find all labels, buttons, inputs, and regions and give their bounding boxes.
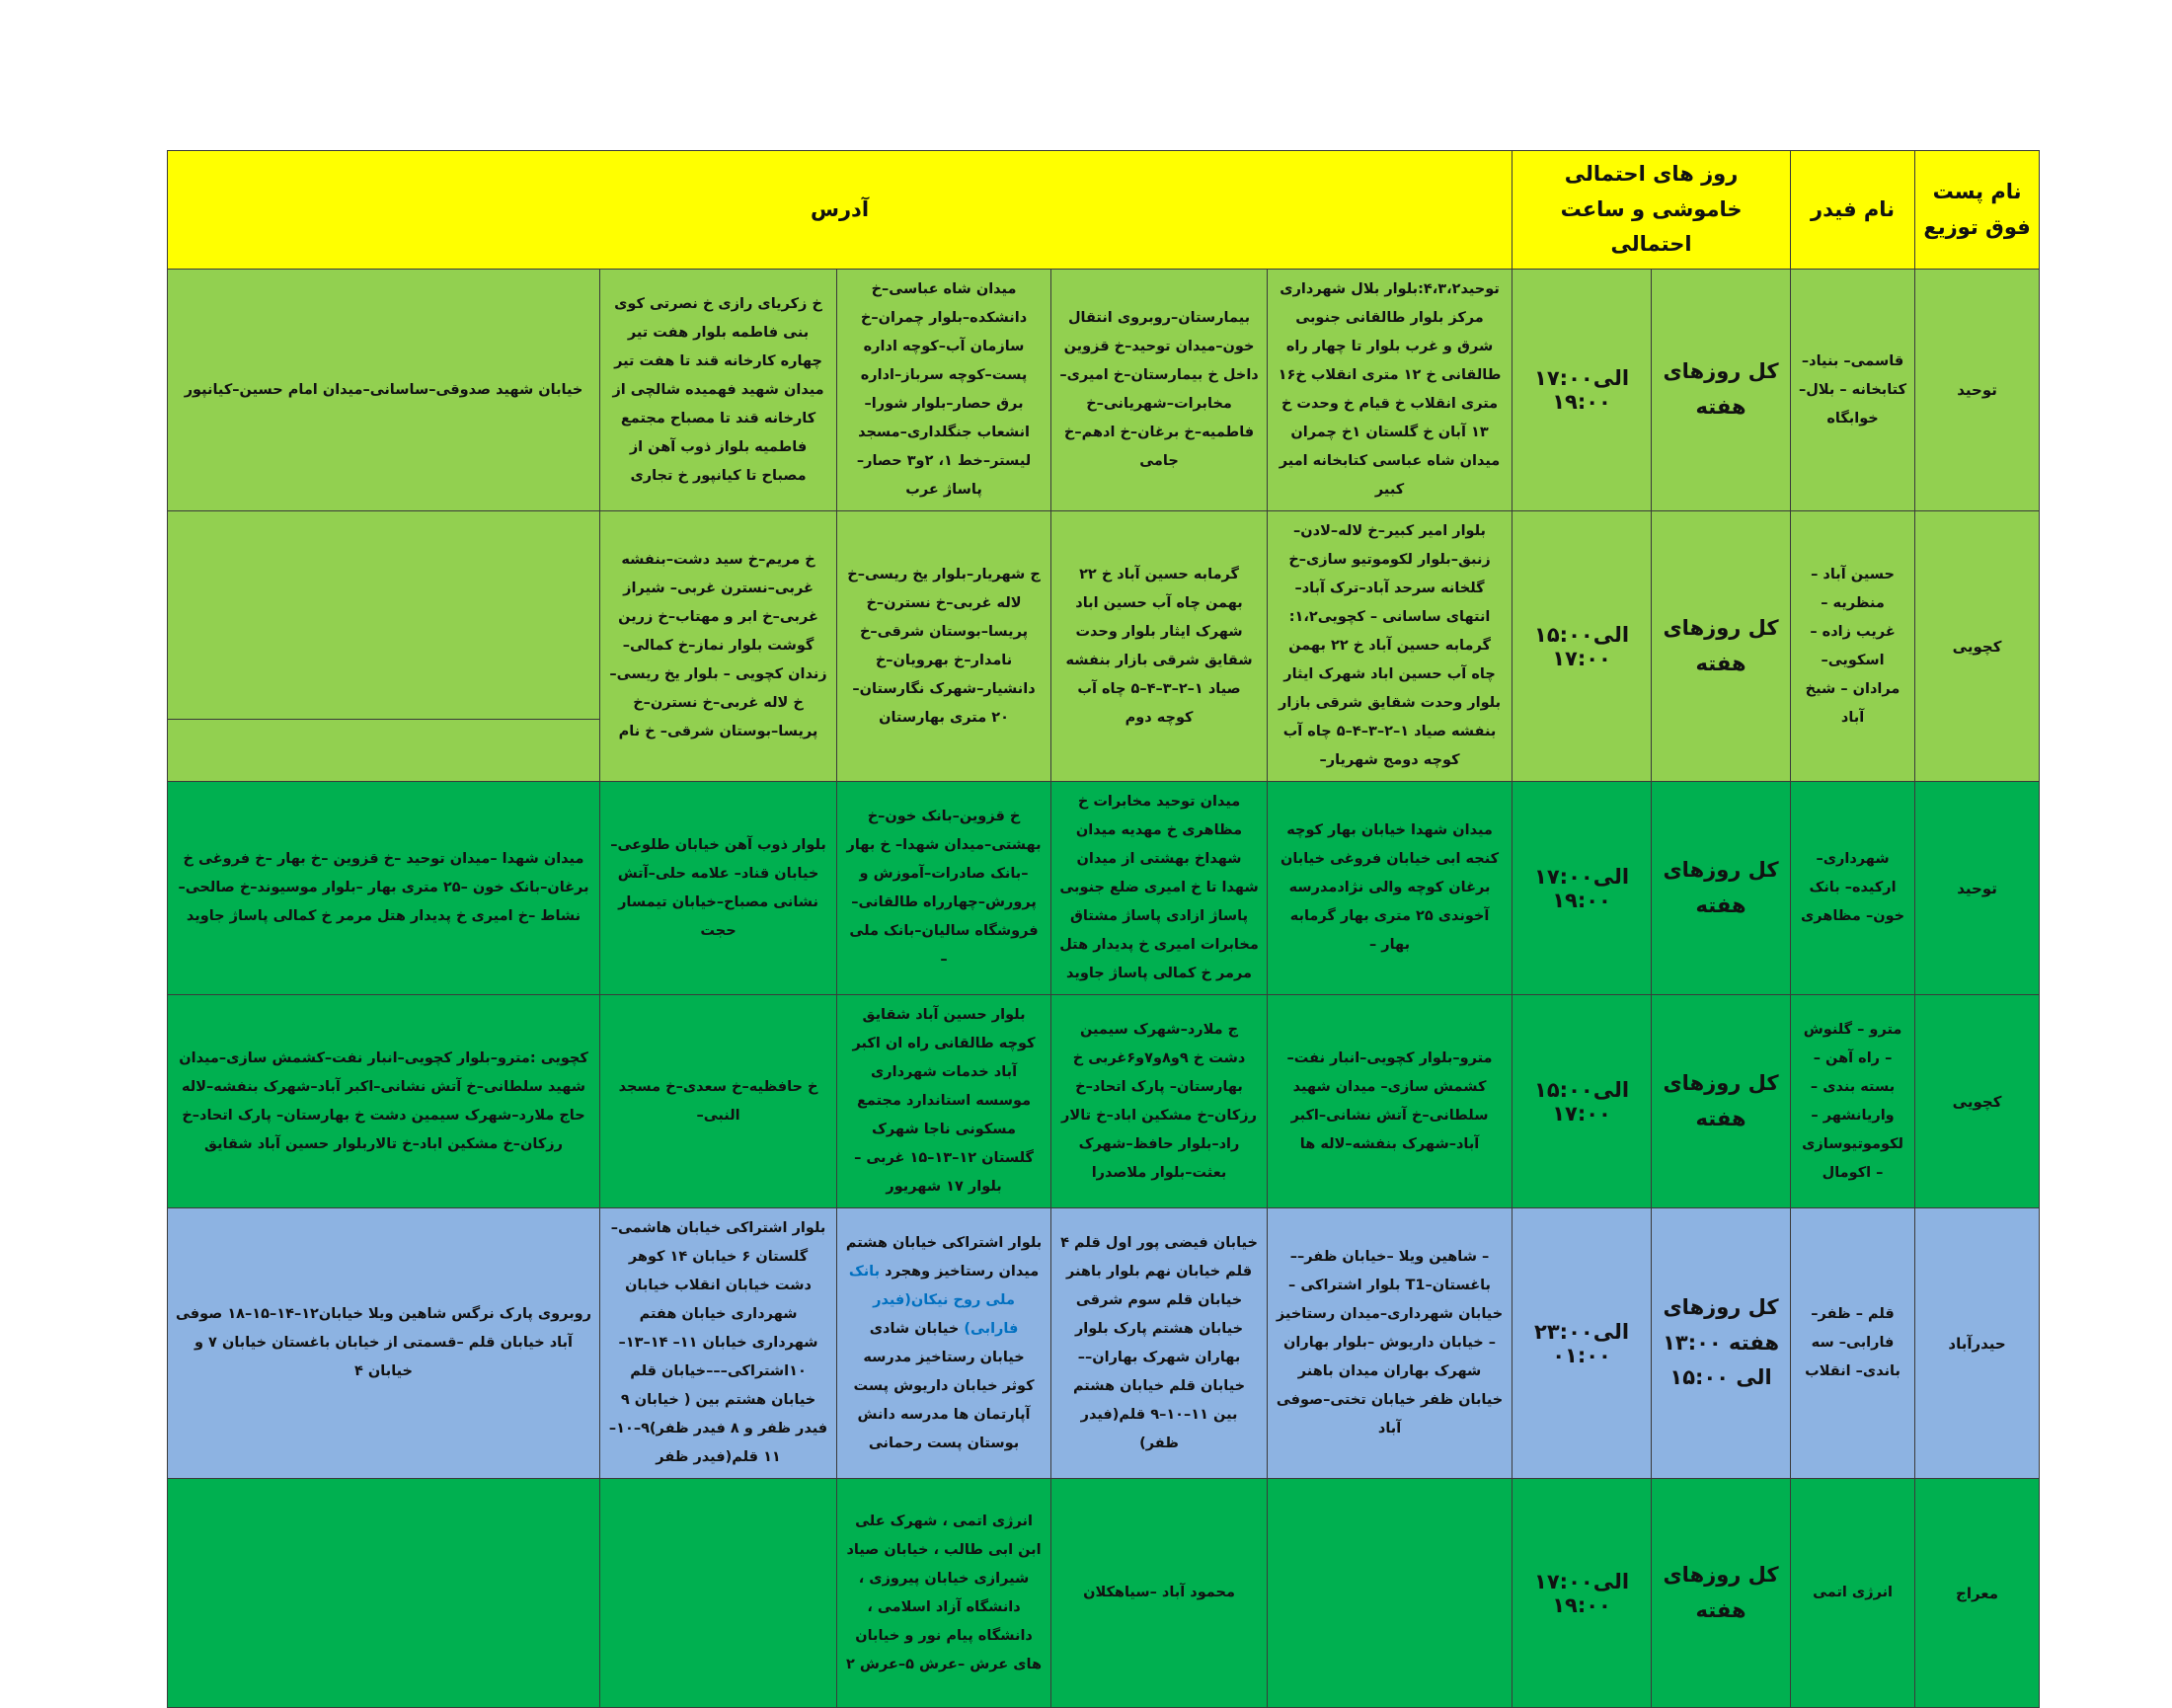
address-cell: ج ملارد–شهرک سیمین دشت خ ۹و۸و۷و۶غربی خ بهارستان– پارک اتحاد–خ رزکان–خ مشکین اباد–خ تالار راد–بلوار حافظ–شهرک بعثت–بلوار ملاصدرا xyxy=(1051,995,1268,1208)
days-cell: کل روزهای هفته xyxy=(1652,270,1791,511)
time-cell: ۱۵:۰۰الی ۱۷:۰۰ xyxy=(1513,995,1652,1208)
days-cell: کل روزهای هفته xyxy=(1652,1479,1791,1708)
address-cell: روبروی پارک نرگس شاهین ویلا خیابان۱۲–۱۴–۱۵–۱۸ صوفی آباد خیابان قلم –قسمتی از خیابان باغستان خیابان ۷ و خیابان ۴ xyxy=(168,1208,600,1479)
address-cell: توحید۴،۳،۲:بلوار بلال شهرداری مرکز بلوار طالقانی جنوبی شرق و غرب بلوار تا چهار راه طالقانی خ ۱۲ متری انقلاب خ۱۶ متری انقلاب خ قیام خ وحدت خ ۱۳ آبان خ گلستان ۱خ چمران میدان شاه عباسی کتابخانه امیر کبیر xyxy=(1268,270,1513,511)
address-cell: مترو–بلوار کچویی–انبار نفت–کشمش سازی– میدان شهید سلطانی–خ آتش نشانی–اکبر آباد–شهرک بنفشه–لاله ها xyxy=(1268,995,1513,1208)
address-text: خیابان شادی خیابان رستاخیز مدرسه کوثر خیابان داریوش پست آپارتمان ها مدرسه دانش بوستان پست رحمانی xyxy=(853,1320,1035,1451)
time-cell: ۱۷:۰۰الی ۱۹:۰۰ xyxy=(1513,1479,1652,1708)
post-cell: کچویی xyxy=(1915,995,2040,1208)
address-cell: بلوار امیر کبیر–خ لاله–لادن–زنبق–بلوار لکوموتیو سازی–خ گلخانه سرحد آباد–ترک آباد–انتهای ساسانی – کچویی۱،۲: گرمابه حسین آباد خ ۲۲ بهمن چاه آب حسین اباد شهرک ایثار بلوار وحدت شقایق شرقی بازار بنفشه صیاد ۱–۲–۳–۴–۵ چاه آب کوچه دومج شهریار– xyxy=(1268,511,1513,782)
address-cell: بلوار اشتراکی خیابان هاشمی–گلستان ۶ خیابان ۱۴ کوهر دشت خیابان انقلاب خیابان شهرداری خیابان هفتم شهرداری خیابان ۱۱– ۱۴–۱۳–۱۰اشتراکی–––خیابان قلم خیابان هشتم بین ( خیابان ۹ فیدر ظفر و ۸ فیدر ظفر)۹–۱۰–۱۱ قلم(فیدر ظفر xyxy=(600,1208,837,1479)
address-cell: خ زکریای رازی خ نصرتی کوی بنی فاطمه بلوار هفت تیر چهاره کارخانه قند تا هفت تیر میدان شهید فهمیده شالچی از کارخانه قند تا مصباح مجتمع فاطمیه بلواز ذوب آهن از مصباح تا کیانپور خ تجاری xyxy=(600,270,837,511)
days-cell: کل روزهای هفته xyxy=(1652,995,1791,1208)
post-cell: کچویی xyxy=(1915,511,2040,782)
table-row xyxy=(168,511,2040,782)
address-cell: بیمارستان–روبروی انتقال خون–میدان توحید–خ قزوین داخل خ بیمارستان–خ امیری–مخابرات–شهریانی–خ فاطمیه–خ برغان–خ ادهم–خ جامی xyxy=(1051,270,1268,511)
days-cell: کل روزهای هفته xyxy=(1652,511,1791,782)
address-cell: میدان شاه عباسی–خ دانشکده–بلوار چمران–خ سازمان آب–کوچه اداره پست–کوچه سرباز–اداره برق حصار–بلوار شورا–انشعاب جنگلداری–مسجد لیستر–خط ۱، ۲و۳ حصار–پاساژ عرب xyxy=(837,270,1051,511)
post-cell: حیدرآباد xyxy=(1915,1208,2040,1479)
header-feeder: نام فیدر xyxy=(1791,151,1915,270)
address-cell: – شاهین ویلا –خیابان ظفر–– باغستان–T1 بلوار اشتراکی –خیابان شهرداری–میدان رستاخیز – خیابان داریوش –بلوار بهاران شهرک بهاران میدان باهنر خیابان ظفر خیابان تختی–صوفی آباد xyxy=(1268,1208,1513,1479)
post-cell: توحید xyxy=(1915,270,2040,511)
feeder-cell: قلم – ظفر– فارابی– سه باندی– انقلاب xyxy=(1791,1208,1915,1479)
table-row xyxy=(168,270,2040,511)
feeder-cell: شهرداری– ارکیده– بانک خون– مظاهری xyxy=(1791,782,1915,995)
address-cell: ج شهریار–بلوار یخ ریسی–خ لاله غربی–خ نسترن–خ پریسا–بوستان شرقی–خ نامدار–خ بهرویان–خ دانشیار–شهرک نگارستان–۲۰ متری بهارستان xyxy=(837,511,1051,782)
address-cell: گرمابه حسین آباد خ ۲۲ بهمن چاه آب حسین اباد شهرک ایثار بلوار وحدت شقایق شرقی بازار بنفشه صیاد ۱–۲–۳–۴–۵ چاه آب کوچه دوم xyxy=(1051,511,1268,782)
header-address: آدرس xyxy=(168,151,1513,270)
days-cell: کل روزهای هفته ۱۳:۰۰ الی ۱۵:۰۰ xyxy=(1652,1208,1791,1479)
time-cell: ۱۵:۰۰الی ۱۷:۰۰ xyxy=(1513,511,1652,782)
address-cell: کچویی :مترو–بلوار کچویی–انبار نفت–کشمش سازی–میدان شهید سلطانی–خ آتش نشانی–اکبر آباد–شهرک بنفشه–لاله حاج ملارد–شهرک سیمین دشت خ بهارستان– پارک اتحاد–خ رزکان–خ مشکین اباد–خ تالاربلوار حسین آباد شقایق xyxy=(168,995,600,1208)
address-cell-split xyxy=(168,511,600,782)
outage-schedule-table xyxy=(167,150,2040,1708)
days-cell: کل روزهای هفته xyxy=(1652,782,1791,995)
table-row xyxy=(168,1479,2040,1708)
address-cell: میدان شهدا –میدان توحید –خ قزوین –خ بهار –خ فروغی خ برغان–بانک خون –۲۵ متری بهار –بلوار موسیوند–خ صالحی– نشاط –خ امیری خ پدیدار هتل مرمر خ کمالی پاساژ جاوید xyxy=(168,782,600,995)
feeder-cell: قاسمی– بنیاد– کتابخانه – بلال– خوابگاه xyxy=(1791,270,1915,511)
address-cell: انرژی اتمی ، شهرک علی ابن ابی طالب ، خیابان صیاد شیرازی خیابان پیروزی ، دانشگاه آزاد اسلامی ، دانشگاه پیام نور و خیابان های عرش –عرش ۵–عرش ۲ xyxy=(837,1479,1051,1708)
address-cell: خ قزوین–بانک خون–خ بهشتی–میدان شهدا– خ بهار –بانک صادرات–آموزش و پرورش–چهارراه طالقانی–فروشگاه سالیان–بانک ملی – xyxy=(837,782,1051,995)
address-cell: میدان توحید مخابرات خ مظاهری خ مهدیه میدان شهداخ بهشتی از میدان شهدا تا خ امیری ضلع جنوبی پاساژ ازادی پاساژ مشتاق مخابرات امیری خ پدیدار هتل مرمر خ کمالی پاساژ جاوید xyxy=(1051,782,1268,995)
address-cell: خ حافظیه–خ سعدی–خ مسجد النبی– xyxy=(600,995,837,1208)
time-cell: ۱۷:۰۰الی ۱۹:۰۰ xyxy=(1513,782,1652,995)
address-text: بلوار اشتراکی خیابان هشتم میدان رستاخیز وهجرد xyxy=(845,1234,1043,1280)
header-row xyxy=(168,151,2040,270)
address-cell: بلوار ذوب آهن خیابان طلوعی– خیابان قناد– علامه حلی–آتش نشانی مصباح–خیابان تیمسار حجت xyxy=(600,782,837,995)
feeder-cell: مترو – گلنوش – راه آهن – بسته بندی – واریانشهر – لکوموتیوسازی – اکومال xyxy=(1791,995,1915,1208)
address-cell xyxy=(837,1208,1051,1479)
address-cell: خیابان فیضی پور اول قلم ۴ قلم خیابان نهم بلوار باهنر خیابان قلم سوم شرقی خیابان هشتم پارک بلوار بهاران شهرک بهاران––خیابان قلم خیابان هشتم بین ۱۱–۱۰–۹ قلم(فیدر ظفر) xyxy=(1051,1208,1268,1479)
post-cell: توحید xyxy=(1915,782,2040,995)
address-cell: محمود آباد –سیاهکلان xyxy=(1051,1479,1268,1708)
address-cell xyxy=(1268,1479,1513,1708)
address-cell xyxy=(168,1479,600,1708)
time-cell: ۱۷:۰۰الی ۱۹:۰۰ xyxy=(1513,270,1652,511)
feeder-cell: حسین آباد – منظریه – غریب زاده – اسکویی– مرادان – شیخ آباد xyxy=(1791,511,1915,782)
post-cell: معراج xyxy=(1915,1479,2040,1708)
header-days-time: روز های احتمالی خاموشی و ساعت احتمالی xyxy=(1513,151,1791,270)
header-post: نام پست فوق توزیع xyxy=(1915,151,2040,270)
highlighted-address-text: بانک ملی روح نیکان(فیدر فارابی) xyxy=(848,1263,1019,1337)
address-cell: خیابان شهید صدوقی–ساسانی–میدان امام حسین–کیانپور xyxy=(168,270,600,511)
table-row xyxy=(168,1208,2040,1479)
address-cell: خ مریم–خ سید دشت–بنفشه غربی–نسترن غربی– شیراز غربی–خ ابر و مهتاب–خ زرین گوشت بلوار نماز–خ کمالی–زندان کچویی – بلوار یخ ریسی–خ لاله غربی–خ نسترن–خ پریسا–بوستان شرقی– خ نام xyxy=(600,511,837,782)
feeder-cell: انرژی اتمی xyxy=(1791,1479,1915,1708)
address-cell: بلوار حسین آباد شقایق کوچه طالقانی راه ان اکبر آباد خدمات شهرداری موسسه استاندارد مجتمع مسکونی ناجا شهرک گلستان ۱۲–۱۳–۱۵ غربی –بلوار ۱۷ شهریور xyxy=(837,995,1051,1208)
table-row xyxy=(168,782,2040,995)
table-row xyxy=(168,995,2040,1208)
address-cell xyxy=(600,1479,837,1708)
address-cell-divider xyxy=(168,573,599,720)
time-cell: ۲۳:۰۰الی ۰۱:۰۰ xyxy=(1513,1208,1652,1479)
address-cell: میدان شهدا خیابان بهار کوچه کنجه ابی خیابان فروغی خیابان برغان کوچه والی نژادمدرسه آخوندی ۲۵ متری بهار گرمابه بهار – xyxy=(1268,782,1513,995)
